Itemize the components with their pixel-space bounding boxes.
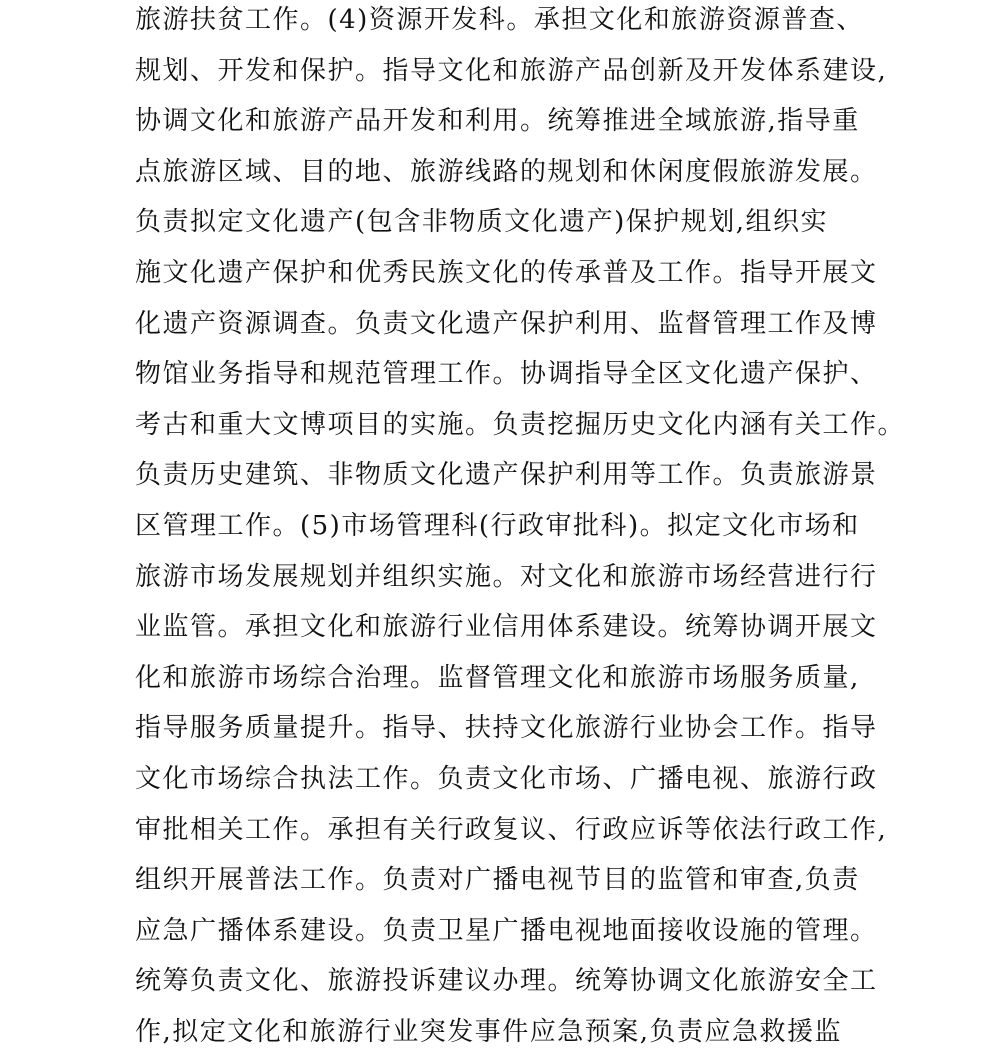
text-line-13: 业监管。承担文化和旅游行业信用体系建设。统筹协调开展文: [135, 612, 878, 643]
text-line-7: 化遗产资源调查。负责文化遗产保护利用、监督管理工作及博: [135, 308, 878, 339]
text-line-11: 区管理工作。(5)市场管理科(行政审批科)。拟定文化市场和: [135, 510, 860, 541]
text-line-3: 协调文化和旅游产品开发和利用。统筹推进全域旅游,指导重: [135, 106, 860, 137]
text-line-17: 审批相关工作。承担有关行政复议、行政应诉等依法行政工作,: [135, 814, 888, 845]
text-line-4: 点旅游区域、目的地、旅游线路的规划和休闲度假旅游发展。: [135, 156, 878, 187]
text-line-8: 物馆业务指导和规范管理工作。协调指导全区文化遗产保护、: [135, 359, 878, 390]
text-line-15: 指导服务质量提升。指导、扶持文化旅游行业协会工作。指导: [135, 713, 878, 744]
text-line-18: 组织开展普法工作。负责对广播电视节目的监管和审查,负责: [135, 865, 860, 896]
text-line-6: 施文化遗产保护和优秀民族文化的传承普及工作。指导开展文: [135, 257, 878, 288]
text-line-16: 文化市场综合执法工作。负责文化市场、广播电视、旅游行政: [135, 763, 878, 794]
text-line-1: 旅游扶贫工作。(4)资源开发科。承担文化和旅游资源普查、: [135, 5, 864, 35]
document-body: [135, 0, 906, 1057]
text-line-5: 负责拟定文化遗产(包含非物质文化遗产)保护规划,组织实: [135, 207, 829, 238]
text-line-21: 作,拟定文化和旅游行业突发事件应急预案,负责应急救援监: [135, 1016, 843, 1047]
text-line-14: 化和旅游市场综合治理。监督管理文化和旅游市场服务质量,: [135, 662, 860, 693]
text-line-12: 旅游市场发展规划并组织实施。对文化和旅游市场经营进行行: [135, 561, 878, 592]
text-line-19: 应急广播体系建设。负责卫星广播电视地面接收设施的管理。: [135, 915, 878, 946]
text-line-2: 规划、开发和保护。指导文化和旅游产品创新及开发体系建设,: [135, 55, 888, 86]
text-line-10: 负责历史建筑、非物质文化遗产保护利用等工作。负责旅游景: [135, 460, 878, 491]
text-line-9: 考古和重大文博项目的实施。负责挖掘历史文化内涵有关工作。: [135, 409, 906, 440]
text-line-20: 统筹负责文化、旅游投诉建议办理。统筹协调文化旅游安全工: [135, 966, 878, 997]
